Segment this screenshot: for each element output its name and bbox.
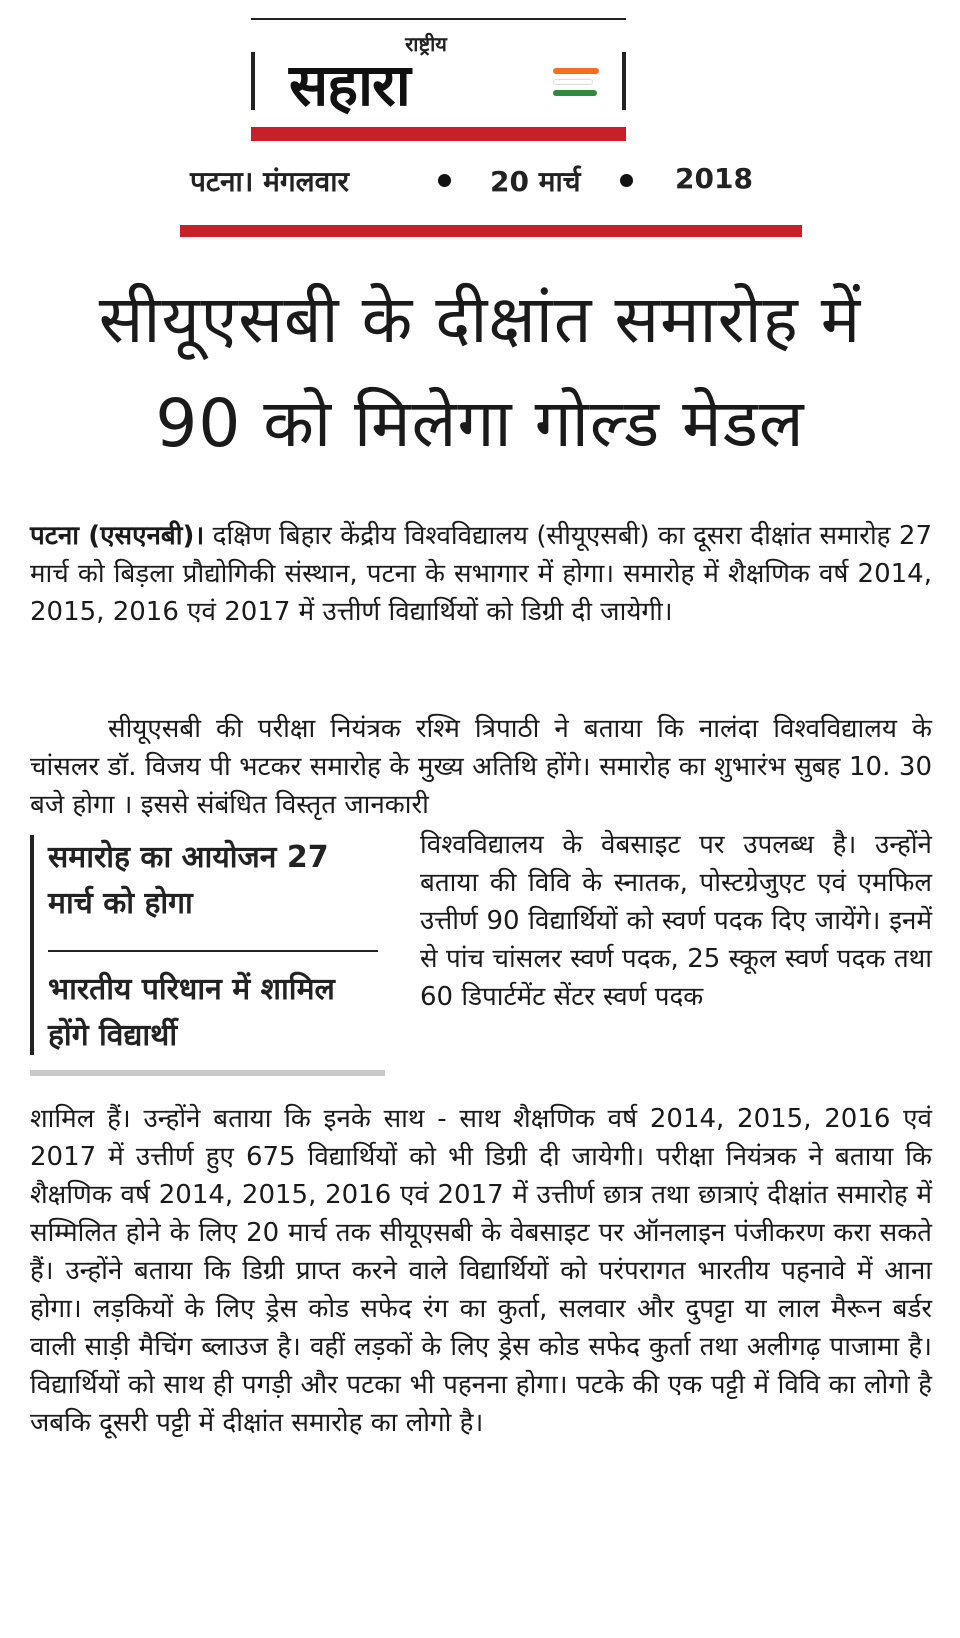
article-paragraph-4: शामिल हैं। उन्होंने बताया कि इनके साथ - साथ शैक्षणिक वर्ष 2014, 2015, 2016 एवं 2017 में उत्तीर्ण हुए 675 विद्यार्थियों को भी डिग्री दी जायेगी। परीक्षा नियंत्रक ने बताया कि शैक्षणिक वर्ष 2014, 2015, 2016 एवं 2017 में उत्तीर्ण छात्र तथा छात्राएं दीक्षांत समारोह में सम्मिलित होने के लिए 20 मार्च तक सीयूएसबी के वेबसाइट पर ऑनलाइन पंजीकरण करा सकते हैं। उन्होंने बताया कि डिग्री प्राप्त करने वाले विद्यार्थियों को परंपरागत भारतीय पहनावे में आना होगा। लड़कियों के लिए ड्रेस कोड सफेद रंग का कुर्ता, सलवार और दुपट्टा या लाल मैरून बर्डर वाली साड़ी मैचिंग ब्लाउज है। वहीं लड़कों के लिए ड्रेस कोड सफेद कुर्ता तथा अलीगढ़ पाजामा है। विद्यार्थियों को साथ ही पगड़ी और पटका भी पहनना होगा। पटके की एक पट्टी में विवि का लोगो है जबकि दूसरी पट्टी में दीक्षांत समारोह का लोगो है। [30, 1104, 932, 1438]
article-paragraph-1 [30, 517, 932, 631]
masthead-logo-text: सहारा [289, 51, 410, 119]
dateline-year: 2018 [675, 162, 753, 195]
masthead-red-rule [251, 127, 626, 141]
dateline [180, 162, 800, 202]
masthead-top-rule [251, 18, 626, 20]
sidebox-left-bar [30, 835, 34, 1055]
sidebox-highlight-1: समारोह का आयोजन 27 मार्च को होगा [48, 840, 329, 921]
sidebox-divider [48, 950, 378, 952]
masthead-subtitle: राष्ट्रीय [405, 32, 447, 56]
article-lead: पटना (एसएनबी)। [30, 521, 205, 551]
article-paragraph-2: सीयूएसबी की परीक्षा नियंत्रक रश्मि त्रिपाठी ने बताया कि नालंदा विश्वविद्यालय के चांसलर डॉ. विजय पी भटकर समारोह के मुख्य अतिथि होंगे। समारोह का शुभारंभ सुबह 10. 30 बजे होगा । इससे संबंधित विस्तृत जानकारी [30, 714, 932, 820]
headline-line-1: सीयूएसबी के दीक्षांत समारोह में [98, 281, 862, 358]
dateline-date: 20 मार्च [490, 165, 581, 198]
sidebox-bottom-rule [30, 1070, 385, 1076]
headline [20, 268, 940, 476]
masthead-right-bracket [622, 52, 626, 110]
masthead-left-bracket [251, 52, 255, 110]
masthead [251, 24, 626, 120]
tricolor-flag-icon [553, 68, 603, 102]
article-paragraph-1-text: दक्षिण बिहार केंद्रीय विश्वविद्यालय (सीयूएसबी) का दूसरा दीक्षांत समारोह 27 मार्च को बिड़ला प्रौद्योगिकी संस्थान, पटना के सभागार में होगा। समारोह में शैक्षणिक वर्ष 2014, 2015, 2016 एवं 2017 में उत्तीर्ण विद्यार्थियों को डिग्री दी जायेगी। [30, 521, 932, 627]
sidebox-highlight-2: भारतीय परिधान में शामिल होंगे विद्यार्थी [48, 972, 335, 1053]
dateline-city-day: पटना। मंगलवार [190, 165, 349, 198]
article-paragraph-3: विश्वविद्यालय के वेबसाइट पर उपलब्ध है। उन्होंने बताया की विवि के स्नातक, पोस्टग्रेजुएट एवं एमफिल उत्तीर्ण 90 विद्यार्थियों को स्वर्ण पदक दिए जायेंगे। इनमें से पांच चांसलर स्वर्ण पदक, 25 स्कूल स्वर्ण पदक तथा 60 डिपार्टमेंट सेंटर स्वर्ण पदक [420, 830, 932, 1012]
dateline-red-rule [180, 225, 802, 237]
bullet-dot-icon [620, 174, 633, 187]
headline-line-2: 90 को मिलेगा गोल्ड मेडल [155, 385, 805, 462]
bullet-dot-icon [438, 174, 451, 187]
